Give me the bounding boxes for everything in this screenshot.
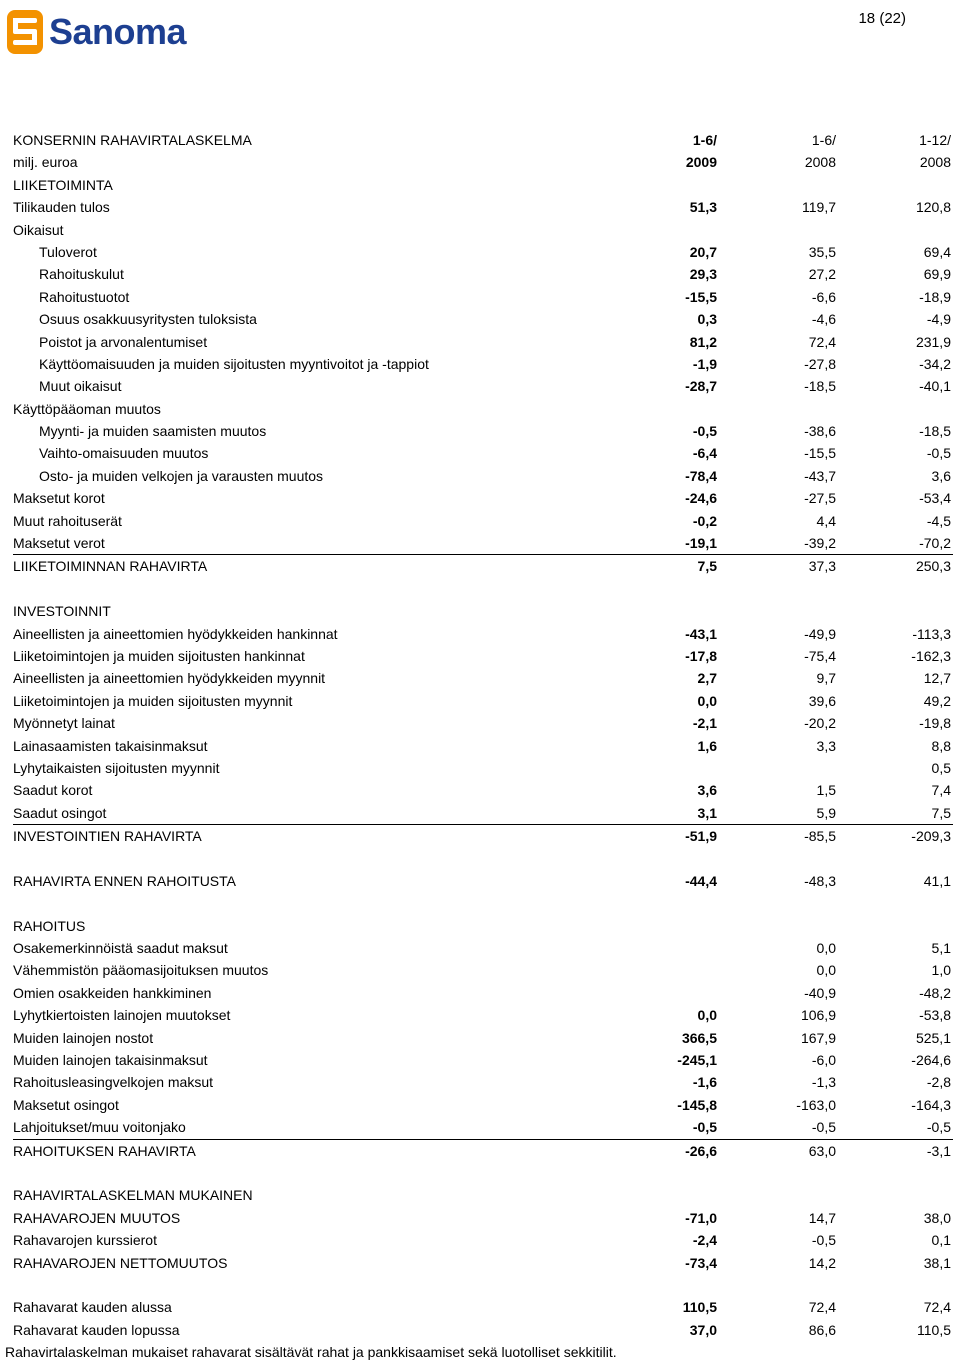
table-row [13,263,953,285]
row-value-col3: 525,1 [915,1029,951,1046]
table-row [13,937,953,959]
table-row [13,1252,953,1274]
row-value-col2: 86,6 [808,1321,836,1338]
row-value-col3: -164,3 [911,1096,951,1113]
row-label: Lyhytaikaisten sijoitusten myynnit [13,759,220,776]
row-label: Tilikauden tulos [13,199,110,216]
row-value-col2: 37,3 [808,558,836,575]
row-value-col2: -38,6 [804,423,836,440]
row-label: Aineellisten ja aineettomien hyödykkeiden myynnit [13,670,326,687]
row-value-col3: 5,1 [931,940,951,957]
row-value-col3: -34,2 [919,355,951,372]
row-value-col3: 38,1 [923,1254,951,1271]
row-value-col1: -26,6 [685,1142,717,1159]
row-label: RAHAVAROJEN MUUTOS [13,1209,181,1226]
row-label: Käyttöpääoman muutos [13,400,161,417]
row-label: INVESTOINNIT [13,603,111,620]
table-row [13,1296,953,1318]
row-value-col3: 41,1 [923,872,951,889]
row-value-col2: 14,2 [808,1254,836,1271]
row-value-col2: -1,3 [811,1074,836,1091]
table-row [13,690,953,712]
table-row [13,1049,953,1071]
row-label: Tuloverot [39,243,97,260]
table-row [13,600,953,622]
row-value-col1: 2,7 [697,670,717,687]
row-label: Aineellisten ja aineettomien hyödykkeiden hankinnat [13,625,338,642]
row-value-col2: 14,7 [808,1209,836,1226]
row-value-col2: 9,7 [816,670,836,687]
row-value-col1: -51,9 [685,828,717,845]
row-label: LIIKETOIMINTA [13,176,113,193]
row-value-col2: -43,7 [804,467,836,484]
row-value-col3: 7,4 [931,782,951,799]
row-value-col3: -162,3 [911,647,951,664]
row-value-col3: -18,9 [919,288,951,305]
table-row [13,712,953,734]
row-value-col3: -2,8 [926,1074,951,1091]
row-label: Rahavarat kauden alussa [13,1299,172,1316]
row-value-col3: 3,6 [931,467,951,484]
row-label: Saadut korot [13,782,93,799]
row-value-col3: -3,1 [926,1142,951,1159]
sanoma-logo [5,6,186,58]
row-label: Muut oikaisut [39,378,122,395]
row-value-col3: -264,6 [911,1052,951,1069]
row-value-col1: 37,0 [689,1321,717,1338]
table-row [13,959,953,981]
row-value-col1: -6,4 [692,445,717,462]
row-label: Myynti- ja muiden saamisten muutos [39,423,267,440]
row-value-col3: 72,4 [923,1299,951,1316]
table-title: KONSERNIN RAHAVIRTALASKELMA [13,132,252,148]
row-value-col1: 0,3 [697,311,717,328]
table-row [13,465,953,487]
row-value-col3: 250,3 [915,558,951,575]
row-value-col2: 5,9 [816,804,836,821]
table-row [13,420,953,442]
spacer [13,1162,953,1184]
table-row [13,915,953,937]
table-row [13,1319,953,1341]
table-row [13,1094,953,1116]
row-label: Myönnetyt lainat [13,715,115,732]
row-value-col3: 49,2 [923,692,951,709]
spacer [13,892,953,914]
row-value-col2: -85,5 [804,828,836,845]
row-value-col1: -17,8 [685,647,717,664]
col-head-3-year: 2008 [919,154,951,171]
row-label: Maksetut verot [13,535,105,552]
row-value-col2: 35,5 [808,243,836,260]
row-value-col1: 3,1 [697,804,717,821]
col-head-2-period: 1-6/ [811,132,836,148]
row-label: Osto- ja muiden velkojen ja varausten muutos [39,467,324,484]
row-value-col2: 39,6 [808,692,836,709]
row-value-col2: -27,8 [804,355,836,372]
row-value-col2: -75,4 [804,647,836,664]
total-row [13,554,953,577]
row-value-col2: 72,4 [808,333,836,350]
row-value-col2: -0,5 [811,1232,836,1249]
unit-label: milj. euroa [13,154,78,171]
row-value-col1: -78,4 [685,467,717,484]
row-label: Rahavarat kauden lopussa [13,1321,180,1338]
row-value-col2: 3,3 [816,737,836,754]
row-value-col1: -0,5 [692,1119,717,1136]
table-row [13,487,953,509]
row-value-col1: -28,7 [685,378,717,395]
row-value-col3: 0,5 [931,759,951,776]
table-header-row-2 [13,151,953,173]
table-row [13,1004,953,1026]
row-label: Muut rahoituserät [13,512,122,529]
row-value-col2: 4,4 [816,512,836,529]
table-row [13,532,953,554]
row-value-col1: -245,1 [677,1052,717,1069]
row-value-col3: 1,0 [931,962,951,979]
row-value-col3: -40,1 [919,378,951,395]
row-value-col1: 110,5 [682,1299,717,1316]
table-row [13,802,953,824]
table-row [13,219,953,241]
row-value-col3: -53,4 [919,490,951,507]
table-row [13,1184,953,1206]
row-value-col2: -0,5 [811,1119,836,1136]
row-value-col1: 0,0 [697,1007,717,1024]
row-value-col1: 20,7 [689,243,717,260]
page-number: 18 (22) [858,10,906,27]
table-row [13,667,953,689]
row-value-col2: -6,6 [811,288,836,305]
row-value-col3: -113,3 [912,625,951,642]
row-value-col1: -2,1 [692,715,717,732]
table-row [13,174,953,196]
table-row [13,870,953,892]
row-value-col1: -1,9 [692,355,717,372]
row-label: Poistot ja arvonalentumiset [39,333,208,350]
col-head-2-year: 2008 [804,154,836,171]
row-value-col2: 63,0 [808,1142,836,1159]
col-head-1-period: 1-6/ [692,132,717,148]
row-value-col1: -43,1 [685,625,717,642]
row-value-col3: -4,9 [926,311,951,328]
row-value-col3: 38,0 [923,1209,951,1226]
col-head-3-period: 1-12/ [919,132,951,148]
row-label: Lyhytkiertoisten lainojen muutokset [13,1007,231,1024]
row-value-col2: -48,3 [804,872,836,889]
row-label: Muiden lainojen takaisinmaksut [13,1052,208,1069]
row-value-col3: -18,5 [919,423,951,440]
table-row [13,779,953,801]
row-label: RAHAVAROJEN NETTOMUUTOS [13,1254,228,1271]
table-row [13,1116,953,1138]
row-label: Vaihto-omaisuuden muutos [39,445,209,462]
row-value-col3: -209,3 [911,828,951,845]
row-value-col1: 29,3 [689,266,717,283]
row-label: Käyttöomaisuuden ja muiden sijoitusten myyntivoitot ja -tappiot [39,355,429,372]
row-value-col1: 51,3 [689,199,717,216]
row-value-col1: 0,0 [697,692,717,709]
sanoma-logo-icon [5,8,45,56]
row-value-col1: -2,4 [692,1232,717,1249]
row-value-col1: 7,5 [697,558,717,575]
table-row [13,286,953,308]
table-row [13,735,953,757]
row-value-col2: 72,4 [808,1299,836,1316]
row-label: INVESTOINTIEN RAHAVIRTA [13,828,202,845]
row-label: LIIKETOIMINNAN RAHAVIRTA [13,558,208,575]
row-value-col2: 119,7 [802,199,836,216]
table-row [13,623,953,645]
row-value-col3: 69,4 [923,243,951,260]
row-value-col1: -0,2 [692,512,717,529]
row-value-col3: 12,7 [923,670,951,687]
row-label: Lahjoitukset/muu voitonjako [13,1119,186,1136]
row-value-col1: 1,6 [697,737,717,754]
table-row [13,196,953,218]
row-value-col1: -71,0 [685,1209,717,1226]
table-row [13,1229,953,1251]
table-row [13,645,953,667]
row-value-col1: -73,4 [685,1254,717,1271]
row-value-col2: 27,2 [808,266,836,283]
row-value-col1: 3,6 [697,782,717,799]
table-row [13,308,953,330]
cash-flow-table [13,129,953,1341]
row-value-col3: 8,8 [931,737,951,754]
row-value-col1: -0,5 [692,423,717,440]
row-label: Osakemerkinnöistä saadut maksut [13,940,228,957]
row-value-col3: 110,5 [917,1321,951,1338]
row-value-col2: -18,5 [804,378,836,395]
row-value-col1: 81,2 [689,333,717,350]
row-label: Maksetut osingot [13,1096,119,1113]
row-value-col2: -27,5 [804,490,836,507]
row-value-col2: 167,9 [800,1029,836,1046]
row-value-col2: -40,9 [804,984,836,1001]
table-row [13,1071,953,1093]
row-value-col3: -53,8 [919,1007,951,1024]
row-value-col1: -44,4 [685,872,717,889]
logo-text: Sanoma [49,11,187,52]
spacer [13,848,953,870]
row-value-col3: -48,2 [919,984,951,1001]
row-label: Lainasaamisten takaisinmaksut [13,737,208,754]
footnote: Rahavirtalaskelman mukaiset rahavarat sisältävät rahat ja pankkisaamiset sekä luotolliset sekkitilit. [5,1344,617,1360]
row-label: Omien osakkeiden hankkiminen [13,984,212,1001]
row-label: Rahoituskulut [39,266,124,283]
row-value-col2: 106,9 [800,1007,836,1024]
row-value-col3: -4,5 [926,512,951,529]
row-value-col3: -0,5 [926,445,951,462]
row-label: Saadut osingot [13,804,107,821]
table-row [13,398,953,420]
row-label: Vähemmistön pääomasijoituksen muutos [13,962,269,979]
total-row [13,824,953,847]
table-row [13,1027,953,1049]
row-value-col3: 7,5 [931,804,951,821]
table-row [13,331,953,353]
total-row [13,1139,953,1162]
table-header-row-1 [13,129,953,151]
row-value-col2: -163,0 [796,1096,836,1113]
row-value-col1: -19,1 [685,535,717,552]
table-row [13,375,953,397]
row-label: RAHAVIRTALASKELMAN MUKAINEN [13,1187,253,1204]
table-row [13,510,953,532]
row-value-col3: 120,8 [915,199,951,216]
table-row [13,757,953,779]
row-value-col3: -19,8 [919,715,951,732]
row-value-col2: 1,5 [816,782,836,799]
row-value-col2: 0,0 [816,962,836,979]
row-value-col2: -39,2 [804,535,836,552]
table-row [13,353,953,375]
row-value-col1: 366,5 [681,1029,717,1046]
row-value-col3: -0,5 [926,1119,951,1136]
row-value-col3: -70,2 [919,535,951,552]
row-label: RAHAVIRTA ENNEN RAHOITUSTA [13,872,236,889]
row-value-col3: 0,1 [931,1232,951,1249]
row-label: Rahoitusleasingvelkojen maksut [13,1074,213,1091]
row-value-col1: -1,6 [692,1074,717,1091]
row-value-col3: 69,9 [923,266,951,283]
spacer [13,578,953,600]
row-label: Liiketoimintojen ja muiden sijoitusten myynnit [13,692,293,709]
row-value-col2: -4,6 [811,311,836,328]
row-value-col1: -145,8 [677,1096,717,1113]
row-label: Muiden lainojen nostot [13,1029,154,1046]
spacer [13,1274,953,1296]
row-label: Maksetut korot [13,490,105,507]
table-row [13,442,953,464]
row-value-col2: -49,9 [804,625,836,642]
table-row [13,982,953,1004]
row-label: Liiketoimintojen ja muiden sijoitusten hankinnat [13,647,305,664]
table-row [13,241,953,263]
row-value-col1: -24,6 [685,490,717,507]
table-row [13,1207,953,1229]
row-value-col2: -20,2 [804,715,836,732]
row-value-col2: -6,0 [811,1052,836,1069]
row-label: Osuus osakkuusyritysten tuloksista [39,311,257,328]
row-label: Rahavarojen kurssierot [13,1232,157,1249]
row-label: RAHOITUS [13,917,86,934]
row-label: Oikaisut [13,221,64,238]
row-label: RAHOITUKSEN RAHAVIRTA [13,1142,196,1159]
row-label: Rahoitustuotot [39,288,130,305]
row-value-col2: 0,0 [816,940,836,957]
row-value-col2: -15,5 [804,445,836,462]
row-value-col1: -15,5 [685,288,717,305]
row-value-col3: 231,9 [915,333,951,350]
col-head-1-year: 2009 [685,154,717,171]
